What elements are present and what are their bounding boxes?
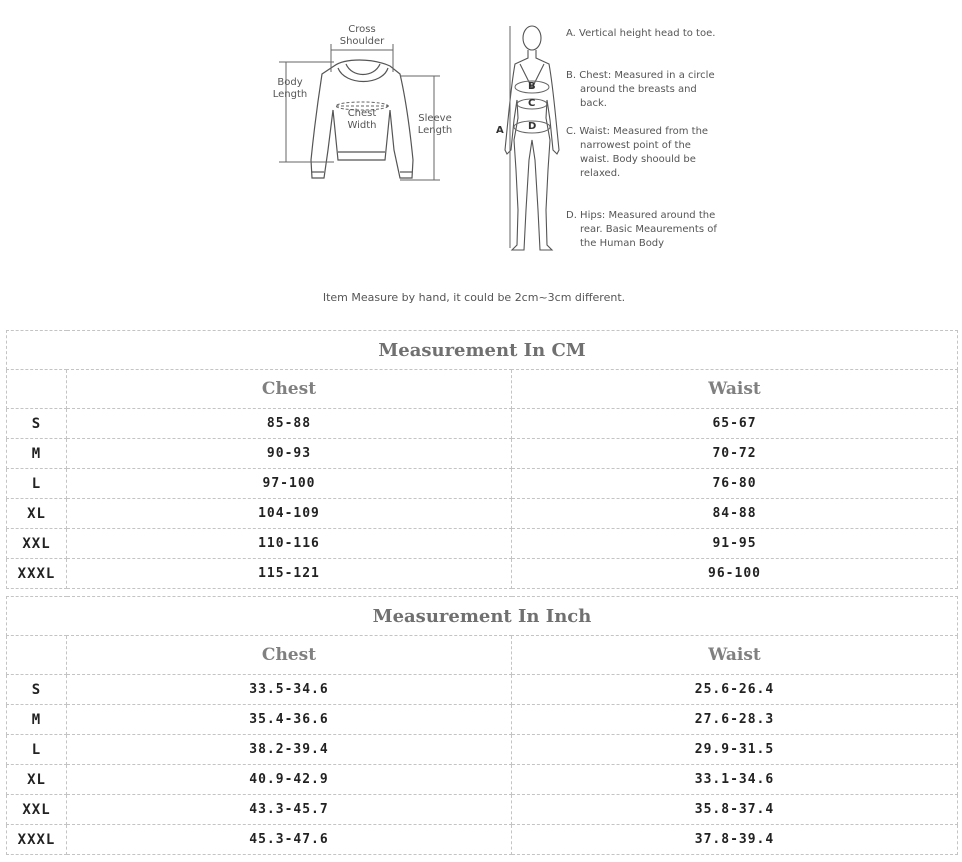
table-row [7, 825, 958, 855]
waist-cell: 33.1-34.6 [512, 765, 958, 795]
chest-cell: 43.3-45.7 [67, 795, 512, 825]
point-d-label: D [528, 121, 537, 132]
inch-measurement-table [6, 596, 958, 855]
chest-cell: 38.2-39.4 [67, 735, 512, 765]
point-a-label: A [496, 125, 504, 136]
description-d: D. Hips: Measured around the rear. Basic Meaurements of the Human Body [566, 210, 717, 249]
size-cell: XXXL [7, 825, 67, 855]
table-row [7, 499, 958, 529]
table-row [7, 735, 958, 765]
chest-column-header: Chest [67, 370, 512, 409]
size-cell: XXXL [7, 559, 67, 589]
size-cell: M [7, 439, 67, 469]
chest-cell: 35.4-36.6 [67, 705, 512, 735]
size-cell: L [7, 735, 67, 765]
chest-cell: 90-93 [67, 439, 512, 469]
diagram-illustration [0, 0, 962, 325]
chest-cell: 97-100 [67, 469, 512, 499]
waist-cell: 29.9-31.5 [512, 735, 958, 765]
inch-table-title: Measurement In Inch [7, 597, 958, 636]
size-cell: XL [7, 765, 67, 795]
table-row [7, 765, 958, 795]
chest-cell: 40.9-42.9 [67, 765, 512, 795]
waist-column-header: Waist [512, 636, 958, 675]
waist-cell: 84-88 [512, 499, 958, 529]
human-body-illustration [505, 26, 559, 250]
table-row [7, 705, 958, 735]
waist-cell: 35.8-37.4 [512, 795, 958, 825]
chest-cell: 110-116 [67, 529, 512, 559]
chest-cell: 45.3-47.6 [67, 825, 512, 855]
chest-width-label: Chest Width [347, 108, 377, 131]
chest-cell: 115-121 [67, 559, 512, 589]
waist-column-header: Waist [512, 370, 958, 409]
measure-note: Item Measure by hand, it could be 2cm~3cm different. [322, 291, 626, 304]
table-row [7, 409, 958, 439]
waist-cell: 25.6-26.4 [512, 675, 958, 705]
table-row [7, 675, 958, 705]
description-c: C. Waist: Measured from the narrowest point of the waist. Body shoould be relaxed. [566, 126, 709, 179]
size-cell: XL [7, 499, 67, 529]
cm-table-title: Measurement In CM [7, 331, 958, 370]
table-row [7, 529, 958, 559]
size-header-empty [7, 636, 67, 675]
table-row [7, 439, 958, 469]
table-row [7, 469, 958, 499]
waist-cell: 91-95 [512, 529, 958, 559]
waist-cell: 27.6-28.3 [512, 705, 958, 735]
waist-cell: 37.8-39.4 [512, 825, 958, 855]
cross-shoulder-label: Cross Shoulder [339, 24, 385, 47]
waist-cell: 76-80 [512, 469, 958, 499]
size-cell: S [7, 675, 67, 705]
size-cell: L [7, 469, 67, 499]
size-cell: S [7, 409, 67, 439]
point-b-label: B [528, 81, 536, 92]
waist-cell: 65-67 [512, 409, 958, 439]
size-cell: XXL [7, 795, 67, 825]
chest-cell: 85-88 [67, 409, 512, 439]
size-cell: M [7, 705, 67, 735]
chest-cell: 33.5-34.6 [67, 675, 512, 705]
point-c-label: C [528, 98, 536, 109]
body-length-label: Body Length [272, 77, 308, 100]
waist-cell: 96-100 [512, 559, 958, 589]
table-row [7, 795, 958, 825]
table-row [7, 559, 958, 589]
body-measure-lines [510, 26, 550, 248]
size-cell: XXL [7, 529, 67, 559]
measurement-diagram [0, 0, 962, 325]
chest-cell: 104-109 [67, 499, 512, 529]
size-header-empty [7, 370, 67, 409]
waist-cell: 70-72 [512, 439, 958, 469]
description-b: B. Chest: Measured in a circle around the breasts and back. [566, 70, 715, 109]
cm-measurement-table [6, 330, 958, 589]
chest-column-header: Chest [67, 636, 512, 675]
description-a: A. Vertical height head to toe. [566, 28, 716, 39]
sleeve-length-label: Sleeve Length [417, 113, 453, 136]
